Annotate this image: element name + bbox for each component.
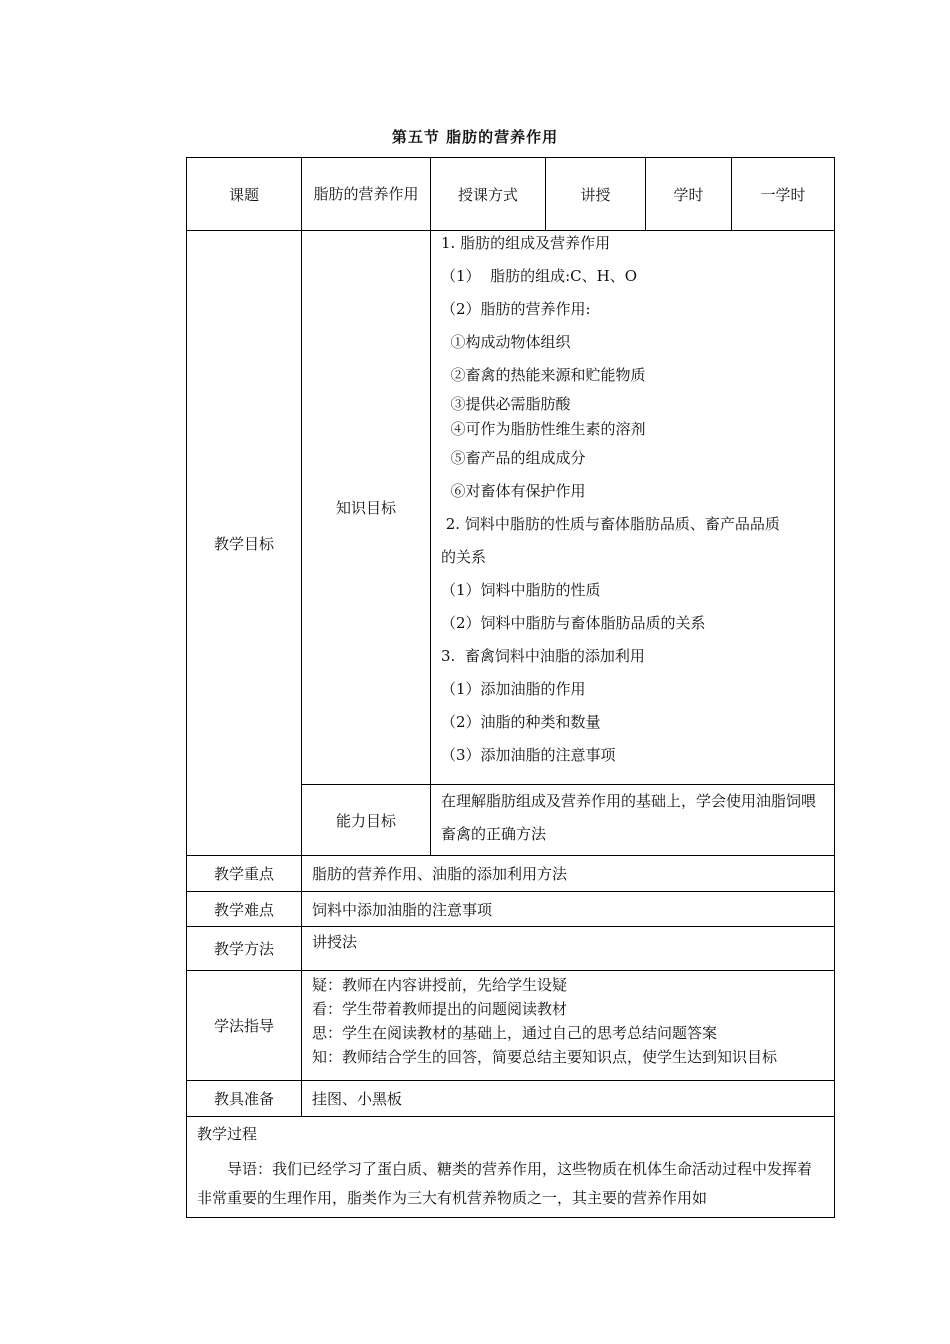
hours-label: 学时 bbox=[646, 158, 732, 231]
key-points-row bbox=[187, 856, 835, 892]
page-title: 第五节 脂肪的营养作用 bbox=[391, 128, 559, 146]
methods-label: 教学方法 bbox=[187, 927, 302, 971]
study-guide-row bbox=[187, 971, 835, 1081]
topic-label: 课题 bbox=[187, 158, 302, 231]
process-label: 教学过程 bbox=[197, 1125, 258, 1143]
knowledge-line: 的关系 bbox=[441, 548, 487, 566]
process-row bbox=[187, 1117, 835, 1218]
knowledge-line: ⑥对畜体有保护作用 bbox=[441, 482, 586, 500]
study-guide-line: 看：学生带着教师提出的问题阅读教材 bbox=[312, 1000, 568, 1018]
study-guide-label: 学法指导 bbox=[187, 971, 302, 1081]
objectives-row bbox=[187, 231, 835, 785]
knowledge-line: 1. 脂肪的组成及营养作用 bbox=[441, 234, 611, 252]
knowledge-list bbox=[441, 227, 828, 772]
header-row bbox=[187, 158, 835, 231]
study-guide-content bbox=[302, 971, 835, 1081]
hours-value: 一学时 bbox=[732, 158, 835, 231]
knowledge-line: （1）添加油脂的作用 bbox=[441, 680, 586, 698]
knowledge-line: （1） 脂肪的组成:C、H、O bbox=[441, 267, 637, 285]
topic-value: 脂肪的营养作用 bbox=[313, 185, 419, 203]
lesson-plan-table bbox=[186, 157, 835, 1218]
objectives-label: 教学目标 bbox=[187, 231, 302, 856]
knowledge-line: ④可作为脂肪性维生素的溶剂 bbox=[441, 420, 646, 438]
difficulties-value: 饲料中添加油脂的注意事项 bbox=[302, 892, 835, 927]
method-value: 讲授 bbox=[546, 158, 646, 231]
process-content bbox=[187, 1117, 835, 1218]
knowledge-line: ②畜禽的热能来源和贮能物质 bbox=[441, 366, 646, 384]
topic-value-cell bbox=[302, 158, 431, 231]
key-points-label: 教学重点 bbox=[187, 856, 302, 892]
methods-value: 讲授法 bbox=[302, 927, 835, 971]
study-guide-line: 知：教师结合学生的回答，简要总结主要知识点，使学生达到知识目标 bbox=[312, 1048, 778, 1066]
method-label: 授课方式 bbox=[431, 158, 546, 231]
knowledge-label: 知识目标 bbox=[302, 231, 431, 785]
knowledge-line: ①构成动物体组织 bbox=[441, 333, 571, 351]
ability-label: 能力目标 bbox=[302, 785, 431, 856]
knowledge-line: （2）脂肪的营养作用: bbox=[441, 300, 591, 318]
knowledge-line: ⑤畜产品的组成成分 bbox=[441, 449, 586, 467]
tools-row bbox=[187, 1081, 835, 1117]
ability-content bbox=[431, 785, 835, 856]
knowledge-line: （2）油脂的种类和数量 bbox=[441, 713, 601, 731]
process-intro: 导语：我们已经学习了蛋白质、糖类的营养作用，这些物质在机体生命活动过程中发挥着非常重要的生理作用，脂类作为三大有机营养物质之一，其主要的营养作用如 bbox=[197, 1160, 813, 1207]
difficulties-label: 教学难点 bbox=[187, 892, 302, 927]
study-guide-line: 疑：教师在内容讲授前，先给学生设疑 bbox=[312, 976, 568, 994]
key-points-value: 脂肪的营养作用、油脂的添加利用方法 bbox=[302, 856, 835, 892]
ability-text: 在理解脂肪组成及营养作用的基础上，学会使用油脂饲喂畜禽的正确方法 bbox=[441, 792, 817, 843]
knowledge-line: 3. 畜禽饲料中油脂的添加利用 bbox=[441, 647, 645, 665]
knowledge-line: 2. 饲料中脂肪的性质与畜体脂肪品质、畜产品品质 bbox=[441, 515, 780, 533]
knowledge-line: （2）饲料中脂肪与畜体脂肪品质的关系 bbox=[441, 614, 706, 632]
knowledge-line: （3）添加油脂的注意事项 bbox=[441, 746, 616, 764]
knowledge-content bbox=[431, 231, 835, 785]
tools-label: 教具准备 bbox=[187, 1081, 302, 1117]
difficulties-row bbox=[187, 892, 835, 927]
methods-row bbox=[187, 927, 835, 971]
tools-value: 挂图、小黑板 bbox=[302, 1081, 835, 1117]
knowledge-line: ③提供必需脂肪酸 bbox=[441, 395, 571, 413]
study-guide-line: 思：学生在阅读教材的基础上，通过自己的思考总结问题答案 bbox=[312, 1024, 718, 1042]
knowledge-line: （1）饲料中脂肪的性质 bbox=[441, 581, 601, 599]
